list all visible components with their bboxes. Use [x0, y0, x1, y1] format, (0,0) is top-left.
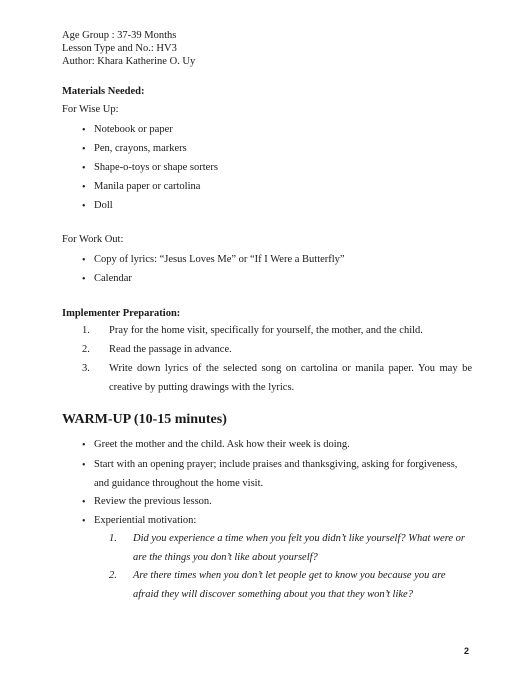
bullet-icon: •	[82, 201, 86, 212]
bullet-icon: •	[82, 274, 86, 285]
author: Author: Khara Katherine O. Uy	[62, 56, 196, 67]
bullet-icon: •	[82, 440, 86, 451]
question-number: 1.	[109, 533, 117, 544]
prep-number: 2.	[82, 344, 90, 355]
work-out-label: For Work Out:	[62, 234, 124, 245]
wise-up-item: Pen, crayons, markers	[94, 143, 187, 154]
question-number: 2.	[109, 570, 117, 581]
bullet-icon: •	[82, 255, 86, 266]
preparation-title: Implementer Preparation:	[62, 308, 181, 319]
lesson-type: Lesson Type and No.: HV3	[62, 43, 177, 54]
bullet-icon: •	[82, 460, 86, 471]
bullet-icon: •	[82, 516, 86, 527]
prep-item: Write down lyrics of the selected song on cartolina or manila paper. You may be creative by putting drawings with the lyrics.	[109, 363, 472, 393]
bullet-icon: •	[82, 182, 86, 193]
age-group: Age Group : 37-39 Months	[62, 30, 177, 41]
warmup-title: WARM-UP (10-15 minutes)	[62, 412, 227, 427]
prep-item: Read the passage in advance.	[109, 344, 232, 355]
wise-up-item: Manila paper or cartolina	[94, 181, 201, 192]
work-out-item: Calendar	[94, 273, 132, 284]
question-text: Are there times when you don’t let people get to know you because you are afraid they will discover something about you that they won’t like?	[133, 570, 446, 600]
bullet-icon: •	[82, 163, 86, 174]
prep-item: Pray for the home visit, specifically for yourself, the mother, and the child.	[109, 325, 423, 336]
wise-up-label: For Wise Up:	[62, 104, 119, 115]
page-number: 2	[464, 646, 470, 656]
warmup-item: Experiential motivation:	[94, 515, 197, 526]
wise-up-item: Shape-o-toys or shape sorters	[94, 162, 218, 173]
work-out-item: Copy of lyrics: “Jesus Loves Me” or “If I Were a Butterfly”	[94, 254, 345, 265]
question-text: Did you experience a time when you felt you didn’t like yourself? What were or are the things you don’t like about yourself?	[133, 533, 466, 563]
bullet-icon: •	[82, 125, 86, 136]
bullet-icon: •	[82, 144, 86, 155]
prep-number: 1.	[82, 325, 90, 336]
prep-number: 3.	[82, 363, 90, 374]
materials-title: Materials Needed:	[62, 86, 145, 97]
warmup-item: Review the previous lesson.	[94, 496, 212, 507]
wise-up-item: Doll	[94, 200, 113, 211]
warmup-item: Greet the mother and the child. Ask how their week is doing.	[94, 439, 350, 450]
wise-up-item: Notebook or paper	[94, 124, 173, 135]
bullet-icon: •	[82, 497, 86, 508]
warmup-item: Start with an opening prayer; include praises and thanksgiving, asking for forgiveness, and guidance throughout the home visit.	[94, 459, 458, 489]
